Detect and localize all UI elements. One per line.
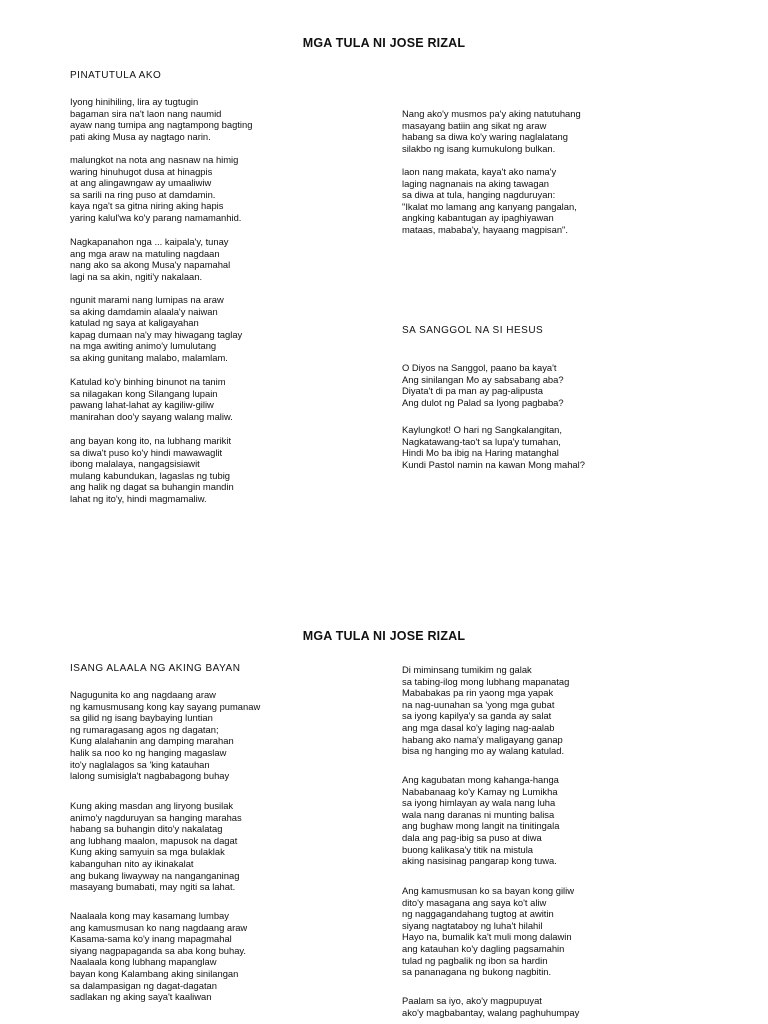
poem-line: siyang nagpapaganda sa aba kong buhay. xyxy=(70,944,247,956)
poem-line: ang kamusmusan ko nang nagdaang araw xyxy=(70,921,248,933)
poem-line: dala ang pag-ibig sa puso at diwa xyxy=(402,831,542,843)
poem-line: ito'y naglalagos sa 'king katauhan xyxy=(70,758,210,770)
poem-line: lalong sumisigla't nagbabagong buhay xyxy=(70,770,230,782)
poem-line: silakbo ng isang kumukulong bulkan. xyxy=(402,142,556,154)
poem-line: ang mga araw na matuling nagdaan xyxy=(70,247,220,259)
poem-line: ng naggagandahang tugtog at awitin xyxy=(402,908,554,920)
stanza xyxy=(70,294,242,364)
poem-line: sa nilagakan kong Silangang lupain xyxy=(70,387,218,399)
stanza xyxy=(402,362,564,408)
poem-line: Katulad ko'y binhing binunot na tanim xyxy=(70,376,226,387)
poem-line: katulad ng saya at kaligayahan xyxy=(70,317,199,329)
poem-line: habang sa diwa ko'y waring naglalatang xyxy=(402,131,568,143)
poem-line: Nagkatawang-tao't sa lupa'y tumahan, xyxy=(402,435,561,447)
poem-line: ang lubhang maalon, mapusok na dagat xyxy=(70,834,238,846)
poem-line: ang katauhan ko'y dagling pagsamahin xyxy=(402,942,565,954)
poem-line: laging nagnanais na aking tawagan xyxy=(402,177,549,189)
poem-line: Ang dulot ng Palad sa Iyong pagbaba? xyxy=(402,396,564,408)
poem-line: sa dalampasigan ng dagat-dagatan xyxy=(70,979,217,991)
stanza xyxy=(402,774,559,867)
poem-line: Iyong hinihiling, lira ay tugtugin xyxy=(70,96,199,107)
poem-line: bisa ng hanging mo ay walang katulad. xyxy=(402,745,565,757)
poem-line: Ang kamusmusan ko sa bayan kong giliw xyxy=(402,885,574,896)
poem-line: habang ako nama'y maligayang ganap xyxy=(402,733,563,745)
poem-heading-sa-sanggol-na-si-hesus: SA SANGGOL NA SI HESUS xyxy=(402,325,544,336)
poem-line: at ang alingawngaw ay umaaliwiw xyxy=(70,177,212,189)
poem-line: ako'y magbabantay, walang paghuhumpay xyxy=(402,1006,580,1018)
stanza xyxy=(70,435,234,505)
poem-line: bayan kong Kalambang aking sinilangan xyxy=(70,967,239,979)
poem-line: sa iyong himlayan ay wala nang luha xyxy=(402,797,556,809)
poem-line: Naalaala kong may kasamang lumbay xyxy=(70,910,229,921)
poem-heading-isang-alaala-ng-aking-bayan: ISANG ALAALA NG AKING BAYAN xyxy=(70,663,241,674)
poem-line: masayang bumabati, may ngiti sa lahat. xyxy=(70,881,236,893)
poem-line: siyang nagtataboy ng luha't hilahil xyxy=(402,919,543,931)
poem-line: sa tabing-ilog mong lubhang mapanatag xyxy=(402,675,570,687)
poem-line: tulad ng pagbalik ng ibon sa hardin xyxy=(402,954,548,966)
poem-line: Kung alalahanin ang damping marahan xyxy=(70,735,234,747)
poem-line: sa diwa at tula, hanging nagduruyan: xyxy=(402,189,556,201)
poem-line: aking nasisinag pangarap kong tuwa. xyxy=(402,855,557,867)
poem-line: waring hinuhugot dusa at hinagpis xyxy=(70,165,213,177)
poem-line: Kundi Pastol namin na kawan Mong mahal? xyxy=(402,458,585,470)
poem-line: Ang kagubatan mong kahanga-hanga xyxy=(402,774,559,785)
poem-line: sa diwa't puso ko'y hindi mawawaglit xyxy=(70,446,223,458)
poem-line: yaring kalul'wa ko'y parang namamanhid. xyxy=(70,211,242,223)
poem-line: ang halik ng dagat sa buhangin mandin xyxy=(70,481,234,493)
poem-line: lagi na sa akin, ngiti'y nakalaan. xyxy=(70,270,203,282)
poem-line: sa aking damdamin alaala'y naiwan xyxy=(70,305,218,317)
poem-line: Nababanaag ko'y Kamay ng Lumikha xyxy=(402,785,558,797)
poem-line: O Diyos na Sanggol, paano ba kaya't xyxy=(402,362,557,373)
poem-line: kabanguhan nito ay ikinakalat xyxy=(70,857,194,869)
poem-line: ng kamusmusang kong kay sayang pumanaw xyxy=(70,700,261,712)
poem-line: Ang sinilangan Mo ay sabsabang aba? xyxy=(402,373,564,385)
poem-line: sa gilid ng isang baybaying luntian xyxy=(70,712,213,724)
poem-line: kapag dumaan na'y may hiwagang taglay xyxy=(70,328,243,340)
poem-line: Hayo na, bumalik ka't muli mong dalawin xyxy=(402,931,572,943)
poem-line: manirahan doo'y sayang walang maliw. xyxy=(70,410,233,422)
poem-line: habang sa buhangin dito'y nakalatag xyxy=(70,823,223,835)
poem-line: sa iyong kapilya'y sa ganda ay salat xyxy=(402,710,552,722)
poem-line: mulang kabundukan, lagaslas ng tubig xyxy=(70,469,231,481)
stanza xyxy=(70,236,230,282)
poem-line: masayang batiin ang sikat ng araw xyxy=(402,119,547,131)
stanza xyxy=(402,166,577,236)
poem-line: mataas, mababa'y, hayaang magpisan". xyxy=(402,223,568,235)
stanza xyxy=(70,154,241,224)
poem-line: animo'y nagduruyan sa hanging marahas xyxy=(70,811,242,823)
poem-line: Hindi Mo ba ibig na Haring matanghal xyxy=(402,447,559,459)
poem-line: sa sarili na ring puso at damdamin. xyxy=(70,188,216,200)
poem-line: sa aking gunitang malabo, malamlam. xyxy=(70,351,228,363)
poem-line: pawang lahat-lahat ay kagiliw-giliw xyxy=(70,399,214,411)
poem-line: Kung aking masdan ang liryong busilak xyxy=(70,800,234,811)
poem-line: ayaw nang tumipa ang nagtampong bagting xyxy=(70,119,253,131)
stanza xyxy=(70,96,252,142)
poem-line: na nag-uunahan sa 'yong mga gubat xyxy=(402,698,555,710)
poem-line: ang bughaw mong langit na tinitingala xyxy=(402,820,560,832)
stanza xyxy=(402,885,574,978)
poem-line: dito'y masagana ang saya ko't aliw xyxy=(402,896,547,908)
poem-line: "Ikalat mo lamang ang kanyang pangalan, xyxy=(402,200,577,212)
stanza xyxy=(402,424,585,470)
poem-line: laon nang makata, kaya't ako nama'y xyxy=(402,166,557,177)
poem-line: sa pananagana ng bukong nagbitin. xyxy=(402,966,552,978)
poem-line: malungkot na nota ang nasnaw na himig xyxy=(70,154,239,165)
poem-line: halik sa noo ko ng hanging magaslaw xyxy=(70,746,227,758)
poem-line: Di miminsang tumikim ng galak xyxy=(402,664,532,675)
poem-line: Diyata't di pa man ay pag-alipusta xyxy=(402,385,543,397)
poem-line: lahat ng ito'y, hindi magmamaliw. xyxy=(70,492,207,504)
poem-line: Nang ako'y musmos pa'y aking natutuhang xyxy=(402,108,581,119)
stanza xyxy=(70,689,260,782)
poem-line: ibong malalaya, nangagsisiawit xyxy=(70,458,200,470)
stanza xyxy=(70,376,233,422)
poem-heading-pinatutula-ako: PINATUTULA AKO xyxy=(70,70,162,81)
poem-line: ngunit marami nang lumipas na araw xyxy=(70,294,224,305)
stanza xyxy=(402,108,581,154)
poem-line: ang bayan kong ito, na lubhang marikit xyxy=(70,435,232,446)
poem-line: na mga awiting animo'y lumulutang xyxy=(70,340,217,352)
poem-line: Nagkapanahon nga ... kaipala'y, tunay xyxy=(70,236,229,247)
stanza xyxy=(70,910,247,1003)
poem-line: angking kabantugan ay ipaghiyawan xyxy=(402,212,554,224)
poem-line: Naalaala kong lubhang mapanglaw xyxy=(70,956,217,968)
poem-line: wala nang daranas ni munting balisa xyxy=(402,808,555,820)
stanza xyxy=(402,664,569,757)
poem-line: kaya nga't sa gitna niring aking hapis xyxy=(70,200,224,212)
page-1-title: MGA TULA NI JOSE RIZAL xyxy=(302,36,466,50)
poem-line: pati aking Musa ay nagtago narin. xyxy=(70,130,211,142)
poem-line: Kaylungkot! O hari ng Sangkalangitan, xyxy=(402,424,563,435)
poem-line: Nagugunita ko ang nagdaang araw xyxy=(70,689,216,700)
stanza xyxy=(70,800,242,893)
poem-line: buong kalikasa'y titik na mistula xyxy=(402,843,534,855)
poem-line: Kung aking samyuin sa mga bulaklak xyxy=(70,846,225,858)
poem-line: ang mga dasal ko'y laging nag-aalab xyxy=(402,721,555,733)
poem-line: sadlakan ng aking saya't kaaliwan xyxy=(70,991,212,1003)
poem-line: bagaman sira na't laon nang naumid xyxy=(70,107,222,119)
page-2-title: MGA TULA NI JOSE RIZAL xyxy=(302,629,466,643)
poem-line: Paalam sa iyo, ako'y magpupuyat xyxy=(402,995,542,1006)
stanza xyxy=(402,995,579,1018)
poem-line: ang bukang liwayway na nanganganinag xyxy=(70,869,240,881)
poem-line: Mababakas pa rin yaong mga yapak xyxy=(402,687,554,699)
poem-line: Kasama-sama ko'y inang mapagmahal xyxy=(70,933,232,945)
poem-line: nang ako sa akong Musa'y napamahal xyxy=(70,259,231,271)
poem-line: ng rumaragasang agos ng dagatan; xyxy=(70,723,219,735)
